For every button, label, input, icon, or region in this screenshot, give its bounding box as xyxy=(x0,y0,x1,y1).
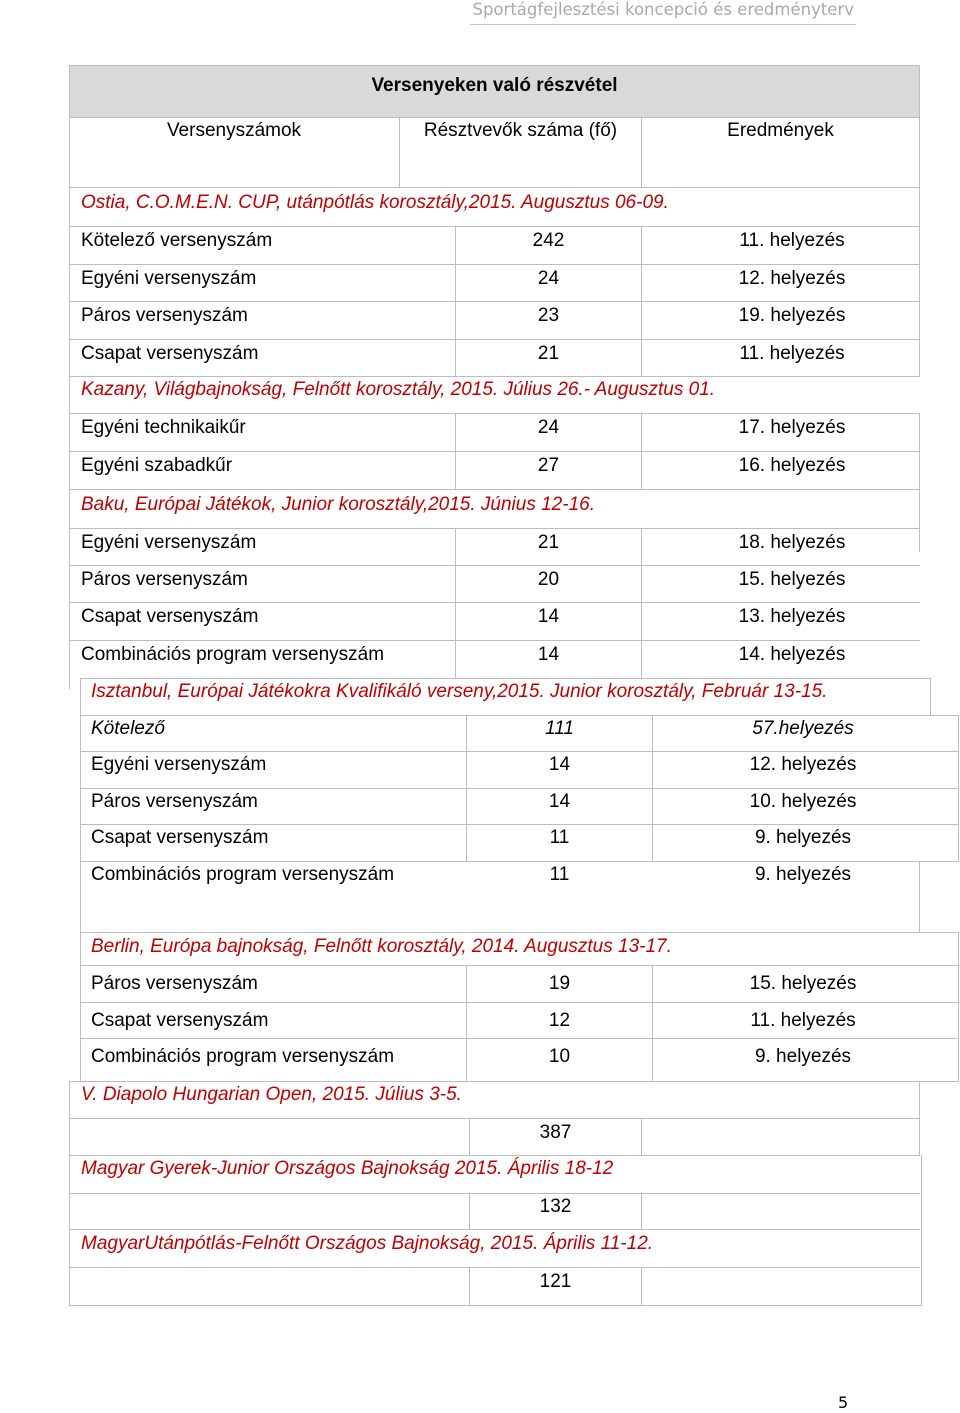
participants-count: 387 xyxy=(539,1122,572,1143)
result-placement: 11. helyezés xyxy=(739,230,845,251)
event-name: Csapat versenyszám xyxy=(91,1010,269,1031)
result-placement: 16. helyezés xyxy=(738,455,846,476)
participants-count: 27 xyxy=(537,455,560,476)
participants-count: 111 xyxy=(545,718,574,739)
table-title: Versenyeken való részvétel xyxy=(371,75,618,96)
event-name: Egyéni technikaikűr xyxy=(81,417,246,438)
header-rule xyxy=(470,24,856,25)
participants-count: 20 xyxy=(537,569,560,590)
participants-count: 12 xyxy=(548,1010,571,1031)
competition-title: Kazany, Világbajnokság, Felnőtt korosztály, 2015. Július 26.- Augusztus 01. xyxy=(81,379,716,400)
competition-title: Magyar Gyerek-Junior Országos Bajnokság 2015. Április 18-12 xyxy=(81,1158,614,1179)
competition-title: Ostia, C.O.M.E.N. CUP, utánpótlás korosztály,2015. Augusztus 06-09. xyxy=(81,192,669,213)
event-name: Egyéni szabadkűr xyxy=(81,455,233,476)
participants-count: 14 xyxy=(537,606,560,627)
result-placement: 13. helyezés xyxy=(738,606,846,627)
column-header-events: Versenyszámok xyxy=(166,120,302,141)
participants-count: 19 xyxy=(548,973,571,994)
participants-count: 24 xyxy=(537,417,560,438)
result-placement: 11. helyezés xyxy=(750,1010,856,1031)
participants-count: 24 xyxy=(537,268,560,289)
event-name: Csapat versenyszám xyxy=(91,827,269,848)
competition-title: Isztanbul, Európai Játékokra Kvalifikáló verseny,2015. Junior korosztály, Február 13-15. xyxy=(91,681,828,702)
participants-count: 242 xyxy=(532,230,565,251)
event-name: Csapat versenyszám xyxy=(81,343,259,364)
result-placement: 11. helyezés xyxy=(739,343,845,364)
event-name: Egyéni versenyszám xyxy=(81,268,257,289)
result-placement: 18. helyezés xyxy=(738,532,846,553)
result-placement: 10. helyezés xyxy=(749,791,857,812)
participants-count: 21 xyxy=(537,532,560,553)
event-name: Egyéni versenyszám xyxy=(91,754,267,775)
result-placement: 9. helyezés xyxy=(754,827,852,848)
competition-title: MagyarUtánpótlás-Felnőtt Országos Bajnokság, 2015. Április 11-12. xyxy=(81,1233,654,1254)
participants-count: 14 xyxy=(537,644,560,665)
result-placement: 15. helyezés xyxy=(749,973,857,994)
event-name: Combinációs program versenyszám xyxy=(91,1046,395,1067)
event-name: Combinációs program versenyszám xyxy=(91,864,395,885)
participants-count: 21 xyxy=(537,343,560,364)
result-placement: 9. helyezés xyxy=(754,1046,852,1067)
result-placement: 12. helyezés xyxy=(749,754,857,775)
event-name: Páros versenyszám xyxy=(91,791,258,812)
event-name: Kötelező versenyszám xyxy=(81,230,273,251)
participants-count: 14 xyxy=(548,791,571,812)
result-placement: 17. helyezés xyxy=(738,417,846,438)
event-name: Combinációs program versenyszám xyxy=(81,644,385,665)
event-name: Páros versenyszám xyxy=(91,973,258,994)
result-placement: 19. helyezés xyxy=(738,305,846,326)
participants-count: 11 xyxy=(549,827,570,848)
competition-title: Baku, Európai Játékok, Junior korosztály,2015. Június 12-16. xyxy=(81,494,595,515)
event-name: Csapat versenyszám xyxy=(81,606,259,627)
event-name: Páros versenyszám xyxy=(81,569,248,590)
page-number: 5 xyxy=(838,1393,849,1412)
running-header: Sportágfejlesztési koncepció és eredményterv xyxy=(472,0,854,19)
competition-title: Berlin, Európa bajnokság, Felnőtt korosztály, 2014. Augusztus 13-17. xyxy=(91,936,672,957)
result-placement: 57.helyezés xyxy=(752,718,854,739)
result-placement: 14. helyezés xyxy=(738,644,846,665)
event-name: Kötelező xyxy=(91,718,165,739)
result-placement: 15. helyezés xyxy=(738,569,846,590)
participants-count: 14 xyxy=(548,754,571,775)
result-placement: 12. helyezés xyxy=(738,268,846,289)
competition-title: V. Diapolo Hungarian Open, 2015. Július 3-5. xyxy=(81,1084,462,1105)
participants-count: 121 xyxy=(539,1271,572,1292)
participants-count: 11 xyxy=(549,864,570,885)
column-header-results: Eredmények xyxy=(727,120,834,141)
column-header-participants: Résztvevők száma (fő) xyxy=(423,120,618,141)
participants-count: 132 xyxy=(539,1196,572,1217)
event-name: Egyéni versenyszám xyxy=(81,532,257,553)
event-name: Páros versenyszám xyxy=(81,305,248,326)
participants-count: 23 xyxy=(537,305,560,326)
participants-count: 10 xyxy=(548,1046,571,1067)
result-placement: 9. helyezés xyxy=(754,864,852,885)
